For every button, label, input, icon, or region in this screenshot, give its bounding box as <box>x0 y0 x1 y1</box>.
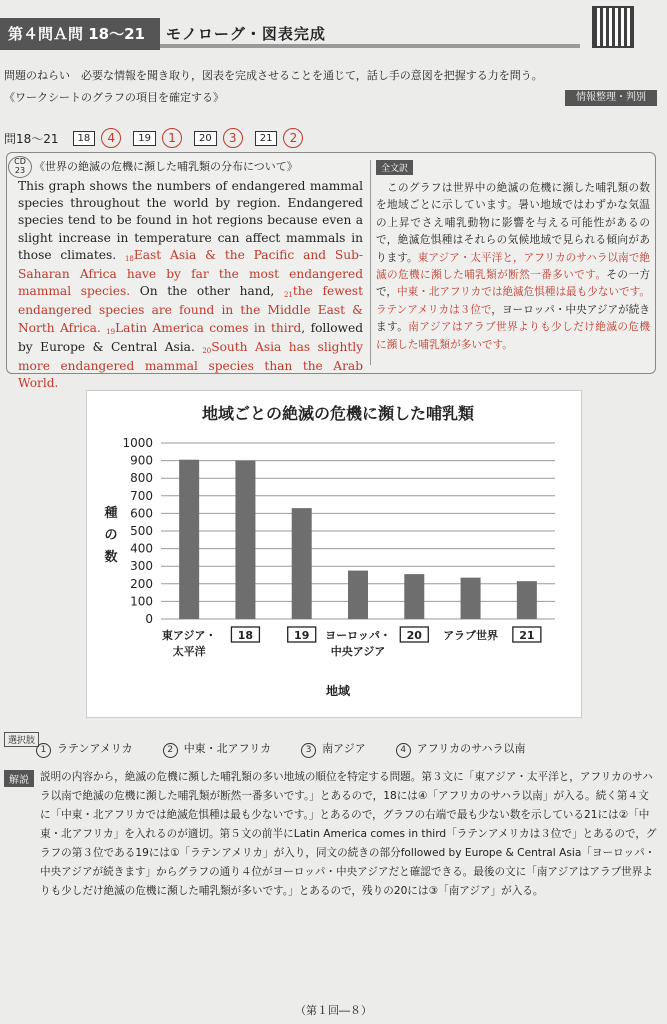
answer-box: 21 <box>255 131 278 146</box>
translation-text: ，ヨーロッパ・中央アジアが続きます。 <box>376 303 650 334</box>
translation-key-sentence: 中東・北アフリカでは絶滅危惧種は最も少ないです。 <box>397 286 650 299</box>
skill-tag: 情報整理・判別 <box>565 90 657 106</box>
translation-key-sentence: 東アジア・太平洋と，アフリカのサハラ以南で絶滅の危機に瀕した哺乳類が断然一番多いです。 <box>376 251 650 282</box>
translation-text: その一方で， <box>376 269 650 299</box>
choice-item <box>163 740 271 758</box>
y-tick-label: 700 <box>130 488 153 503</box>
x-tick-label: アラブ世界 <box>443 629 499 642</box>
aim-subtitle: 《ワークシートのグラフの項目を確定する》 <box>4 91 224 104</box>
script-key-sentence: Latin America comes in third <box>115 320 302 335</box>
translation-key-sentence: 南アジアはアラブ世界よりも少しだけ絶滅の危機に瀕した哺乳類が多いです。 <box>376 321 651 351</box>
japanese-translation <box>376 180 650 354</box>
answer-choice: 4 <box>101 128 121 148</box>
choice-item <box>36 740 133 758</box>
marker-19: 19 <box>106 327 116 336</box>
x-tick-label: ヨーロッパ・ <box>325 629 391 642</box>
y-axis-label: の <box>104 528 118 543</box>
aim-text: 問題のねらい 必要な情報を聞き取り，図表を完成させることを通じて，話し手の意図を把握する力を問う。 <box>4 69 543 82</box>
x-tick-label: 中央アジア <box>330 645 386 658</box>
answer-row <box>4 128 309 148</box>
y-tick-label: 300 <box>130 559 153 574</box>
y-tick-label: 100 <box>130 594 153 609</box>
section-title: モノローグ・図表完成 <box>166 25 326 43</box>
marker-21: 21 <box>283 291 293 300</box>
choice-text: 中東・北アフリカ <box>183 742 272 755</box>
choice-text: アフリカのサハラ以南 <box>416 742 526 755</box>
answer-choice: 2 <box>283 128 303 148</box>
y-tick-label: 400 <box>130 541 153 556</box>
bar <box>179 460 199 619</box>
marker-20: 20 <box>202 346 212 355</box>
bar <box>461 578 481 619</box>
y-tick-label: 1000 <box>122 436 153 450</box>
choice-text: 南アジア <box>322 742 366 755</box>
choice-number: 1 <box>36 743 51 758</box>
chart-frame <box>86 390 582 718</box>
panel-divider <box>370 160 371 365</box>
choice-number: 2 <box>163 743 178 758</box>
bar-chart <box>87 391 581 717</box>
script-text: , followed by Europe & Central Asia. <box>18 320 363 354</box>
english-script <box>18 178 363 392</box>
script-text: On the other hand, <box>130 284 284 299</box>
choice-item <box>301 740 366 758</box>
x-tick-label: 東アジア・ <box>161 629 217 642</box>
explanation-text: 説明の内容から，絶滅の危機に瀕した哺乳類の多い地域の順位を特定する問題。第３文に「東アジア・太平洋と，アフリカのサハラ以南で絶滅の危機に瀕した哺乳類が断然一番多いです。」とあるので，18には④「アフリカのサハラ以南」が入る。続く第４文に「中東・北アフリカでは絶滅危惧種は最も少ないです。」とあるので，グラフの右端で最も少ない数を示している21には②「中東・北アフリカ」を入れるのが適切。第５文の前半にLatin America comes in third「ラテンアメリカは３位で」とあるので，グラフの第３位である19には①「ラテンアメリカ」が入り，同文の続きの部分followed by Europe & Central Asia「ヨーロッパ・中央アジアが続きます」からグラフの通り４位がヨーロッパ・中央アジアだと確認できる。最後の文に「南アジアはアラブ世界よりも少しだけ絶滅の危機に瀕した哺乳類が多いです。」とあるので，残りの20には③「南アジア」が入る。 <box>40 771 657 897</box>
choice-number: 4 <box>396 743 411 758</box>
script-key-sentence: East Asia & the Pacific and Sub-Saharan Africa have by far the most endangered mammal species. <box>18 247 363 299</box>
y-tick-label: 800 <box>130 471 153 486</box>
choices-tag: 選択肢 <box>4 732 39 747</box>
x-tick-label: 21 <box>519 629 535 642</box>
choice-number: 3 <box>301 743 316 758</box>
y-tick-label: 900 <box>130 453 153 468</box>
translation-text: このグラフは世界中の絶滅の危機に瀕した哺乳類の数を地域ごとに示しています。暑い地域ではわずかな気温の上昇でさえ哺乳動物に影響を与える可能性があるので，絶滅危惧種はそれらの気候地域で見られる傾向があります。 <box>376 182 651 264</box>
page-number: （第１回―８） <box>295 1004 372 1017</box>
script-text: This graph shows the numbers of endangered mammal species throughout the world by region. Endangered species tend to be found in hot regions because even a slight increase in temperature can affect mammals in those climates. <box>18 179 363 262</box>
choice-item <box>396 740 526 758</box>
x-tick-label: 太平洋 <box>172 645 206 658</box>
bar <box>404 574 424 619</box>
y-tick-label: 0 <box>145 612 153 626</box>
y-tick-label: 500 <box>130 524 153 538</box>
script-title: 《世界の絶滅の危機に瀕した哺乳類の分布について》 <box>34 160 298 173</box>
x-tick-label: 19 <box>294 629 310 642</box>
answer-box: 18 <box>73 131 96 146</box>
choice-text: ラテンアメリカ <box>57 742 133 755</box>
marker-18: 18 <box>124 254 134 263</box>
x-axis-label: 地域 <box>325 684 351 698</box>
bar <box>292 508 312 619</box>
bar <box>235 461 255 619</box>
header-rule <box>160 44 580 48</box>
y-axis-label: 数 <box>104 550 118 565</box>
x-tick-label: 18 <box>237 629 254 642</box>
answer-box: 19 <box>133 131 156 146</box>
qr-code-icon <box>592 6 634 48</box>
question-aim <box>4 68 564 106</box>
cd-track-icon: CD 23 <box>8 156 32 178</box>
translation-key-sentence: ラテンアメリカは３位で <box>376 303 492 316</box>
y-tick-label: 200 <box>130 576 153 591</box>
choices-list <box>36 740 526 758</box>
bar <box>348 571 368 619</box>
script-key-sentence: South Asia has slightly more endangered mammal species than the Arab World. <box>18 339 363 391</box>
translation-tag: 全文訳 <box>376 160 413 175</box>
answer-label: 問18〜21 <box>4 131 59 146</box>
answer-box: 20 <box>194 131 217 146</box>
answer-choice: 3 <box>223 128 243 148</box>
bar <box>517 581 537 619</box>
chart-title: 地域ごとの絶滅の危機に瀕した哺乳類 <box>201 404 475 423</box>
explanation-tag: 解説 <box>4 770 34 787</box>
section-label: 第４問Ａ問 18〜21 <box>0 18 160 50</box>
script-key-sentence: the fewest endangered species are found in the Middle East & North Africa. <box>18 284 363 335</box>
x-tick-label: 20 <box>406 629 422 642</box>
y-tick-label: 600 <box>130 506 153 521</box>
answer-choice: 1 <box>162 128 182 148</box>
y-axis-label: 種 <box>104 506 118 521</box>
